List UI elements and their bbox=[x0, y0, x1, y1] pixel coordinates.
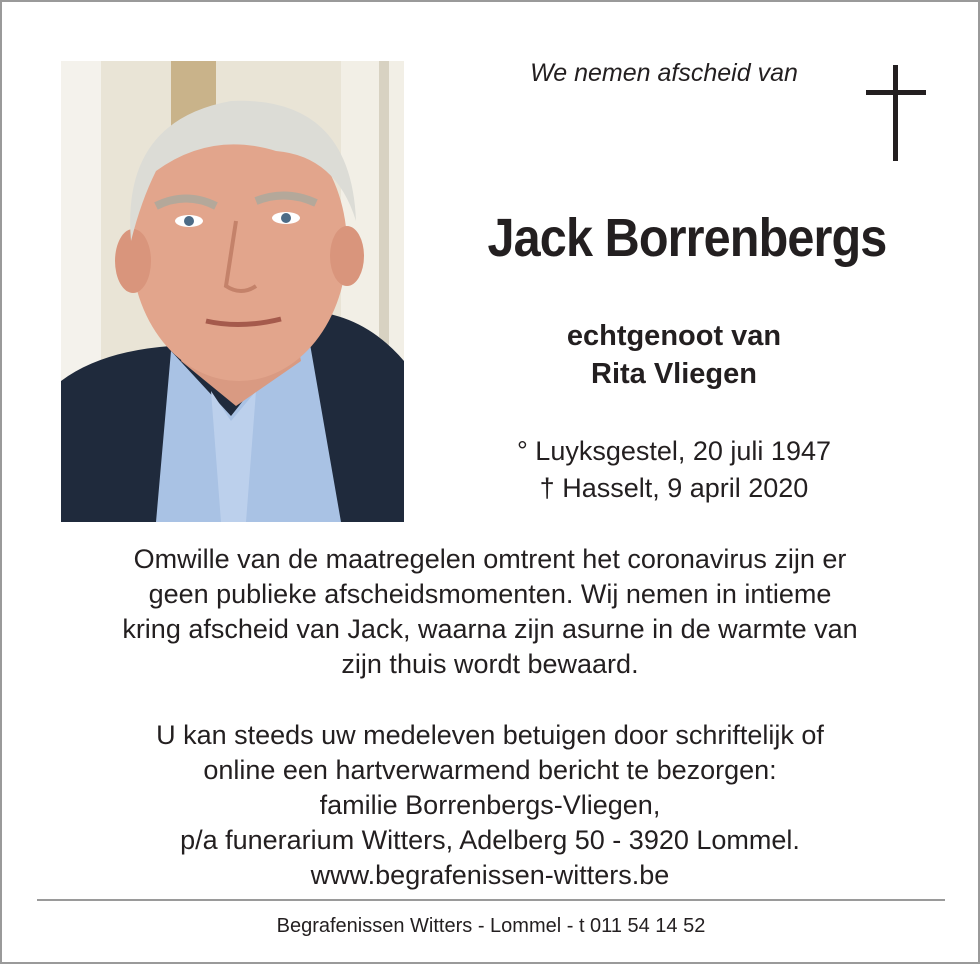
portrait-illustration bbox=[61, 61, 404, 522]
funeral-home-website[interactable]: www.begrafenissen-witters.be bbox=[310, 860, 670, 890]
spouse-name: Rita Vliegen bbox=[591, 358, 757, 390]
spouse-label: echtgenoot van bbox=[566, 320, 782, 352]
footer-contact: Begrafenissen Witters - Lommel - t 011 54 14 52 bbox=[276, 915, 706, 937]
dates-block bbox=[452, 433, 896, 507]
deceased-name: Jack Borrenbergs bbox=[487, 208, 887, 268]
paragraph-line: online een hartverwarmend bericht te bezorgen: bbox=[203, 755, 777, 785]
paragraph-line: U kan steeds uw medeleven betuigen door schriftelijk of bbox=[156, 720, 824, 750]
paragraph-line: kring afscheid van Jack, waarna zijn asurne in de warmte van bbox=[122, 614, 858, 644]
family-name: familie Borrenbergs-Vliegen, bbox=[319, 790, 661, 820]
death-date: † Hasselt, 9 april 2020 bbox=[539, 473, 809, 503]
spouse-block bbox=[462, 317, 886, 393]
condolence-paragraph bbox=[32, 718, 948, 893]
paragraph-line: geen publieke afscheidsmomenten. Wij nemen in intieme bbox=[148, 579, 832, 609]
divider bbox=[37, 899, 945, 901]
intro-text: We nemen afscheid van bbox=[530, 59, 798, 87]
funeral-home-address: p/a funerarium Witters, Adelberg 50 - 3920 Lommel. bbox=[180, 825, 800, 855]
paragraph-line: Omwille van de maatregelen omtrent het coronavirus zijn er bbox=[133, 544, 847, 574]
cross-icon bbox=[866, 65, 926, 161]
portrait-photo bbox=[61, 61, 404, 522]
announcement-paragraph bbox=[32, 542, 948, 682]
paragraph-line: zijn thuis wordt bewaard. bbox=[341, 649, 639, 679]
birth-date: ° Luyksgestel, 20 juli 1947 bbox=[517, 436, 831, 466]
